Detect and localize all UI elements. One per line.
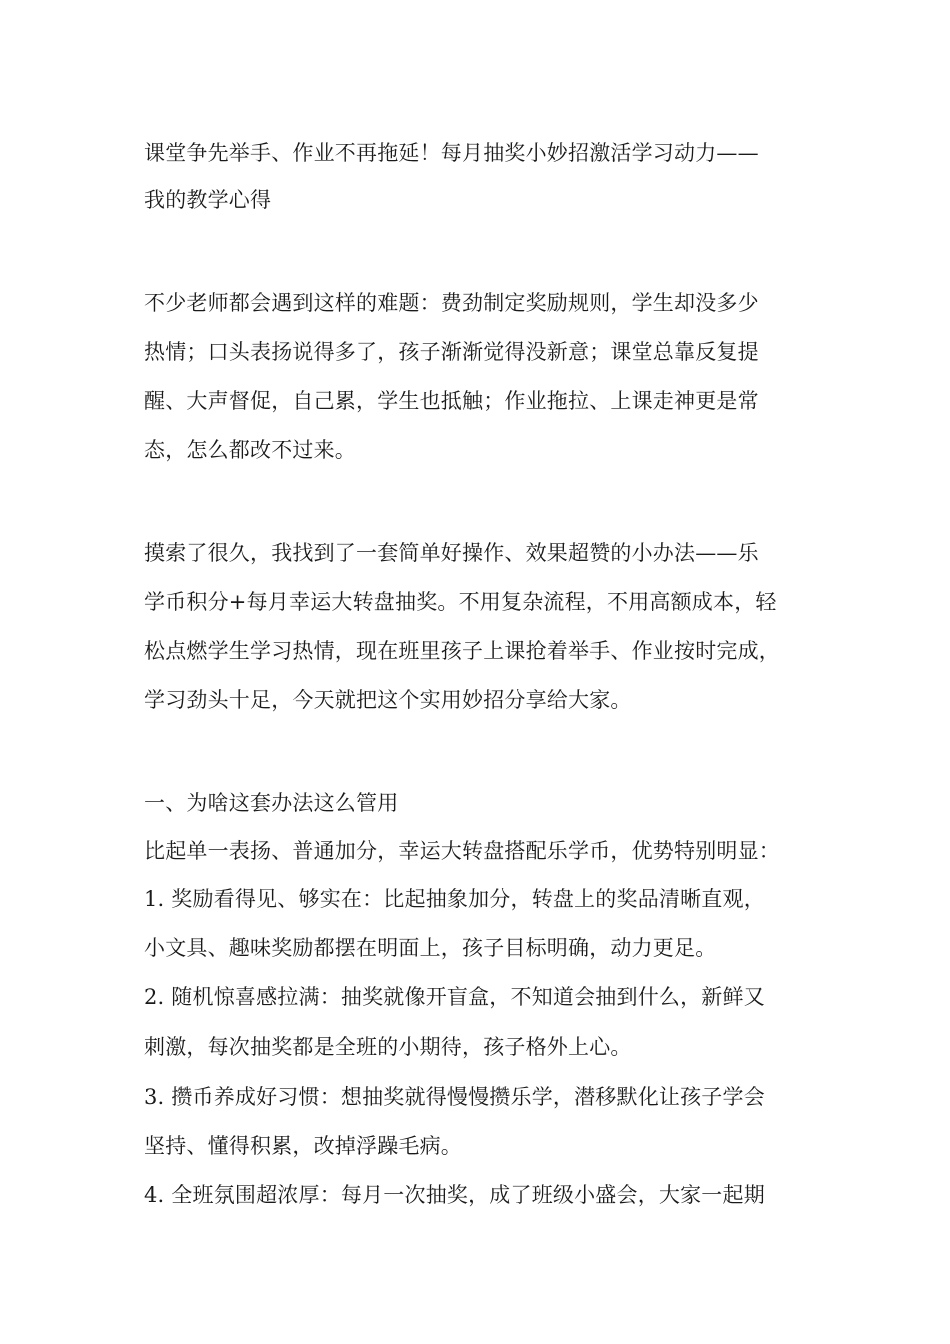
point-line-4: 刺激，每次抽奖都是全班的小期待，孩子格外上心。 [144,1035,632,1059]
intro-paragraph-line-4: 态，怎么都改不过来。 [144,438,356,462]
method-paragraph-line-4: 学习劲头十足，今天就把这个实用妙招分享给大家。 [144,688,632,712]
point-line-5: 3. 攒币养成好习惯：想抽奖就得慢慢攒乐学，潜移默化让孩子学会 [144,1085,765,1109]
method-paragraph-line-3: 松点燃学生学习热情，现在班里孩子上课抢着举手、作业按时完成， [144,639,780,663]
section-intro: 比起单一表扬、普通加分，幸运大转盘搭配乐学币，优势特别明显： [144,839,780,863]
point-line-7: 4. 全班氛围超浓厚：每月一次抽奖，成了班级小盛会，大家一起期 [144,1183,765,1207]
point-line-3: 2. 随机惊喜感拉满：抽奖就像开盲盒，不知道会抽到什么，新鲜又 [144,985,765,1009]
document-title-line-1: 课堂争先举手、作业不再拖延！每月抽奖小妙招激活学习动力—— [144,141,759,165]
method-paragraph-line-1: 摸索了很久，我找到了一套简单好操作、效果超赞的小办法——乐 [144,541,759,565]
intro-paragraph-line-1: 不少老师都会遇到这样的难题：费劲制定奖励规则，学生却没多少 [144,291,759,315]
section-heading: 一、为啥这套办法这么管用 [144,791,399,815]
point-line-6: 坚持、懂得积累，改掉浮躁毛病。 [144,1134,462,1158]
method-paragraph-line-2: 学币积分+每月幸运大转盘抽奖。不用复杂流程，不用高额成本，轻 [144,590,777,614]
intro-paragraph-line-3: 醒、大声督促，自己累，学生也抵触；作业拖拉、上课走神更是常 [144,389,759,413]
document-title-line-2: 我的教学心得 [144,188,272,212]
intro-paragraph-line-2: 热情；口头表扬说得多了，孩子渐渐觉得没新意；课堂总靠反复提 [144,340,759,364]
point-line-2: 小文具、趣味奖励都摆在明面上，孩子目标明确，动力更足。 [144,936,717,960]
point-line-1: 1. 奖励看得见、够实在：比起抽象加分，转盘上的奖品清晰直观， [144,887,765,911]
